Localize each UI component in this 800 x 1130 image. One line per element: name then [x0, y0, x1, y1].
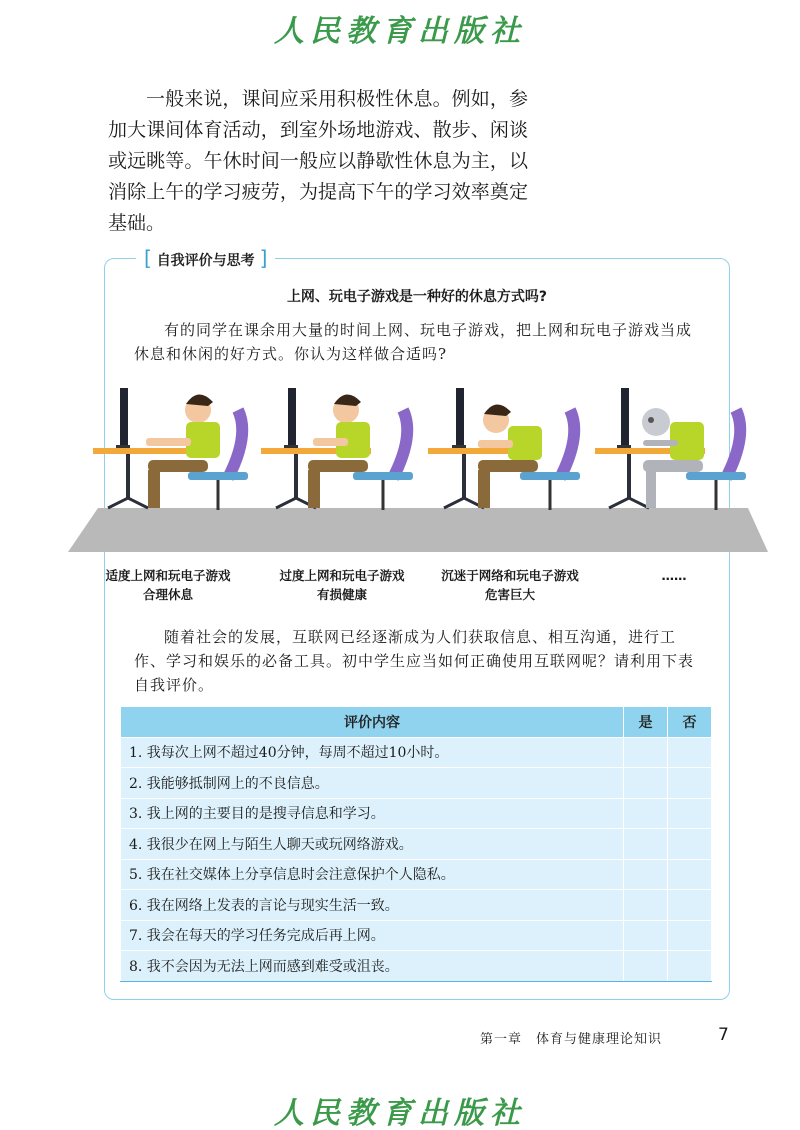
table-header-row	[121, 707, 712, 738]
table-row	[121, 829, 712, 860]
caption-1-line1: 适度上网和玩电子游戏	[105, 568, 231, 583]
caption-1	[88, 566, 248, 604]
row-text: 7. 我会在每天的学习任务完成后再上网。	[121, 920, 624, 951]
table-row	[121, 859, 712, 890]
question-title: 上网、玩电子游戏是一种好的休息方式吗?	[286, 289, 548, 305]
scene-3	[428, 388, 580, 510]
caption-2	[262, 566, 422, 604]
no-cell[interactable]	[668, 737, 712, 768]
yes-cell[interactable]	[624, 768, 668, 799]
caption-2-line2: 有损健康	[316, 587, 367, 602]
bracket-left-icon: [	[144, 246, 152, 270]
header-yes: 是	[624, 707, 668, 738]
floor	[68, 508, 768, 552]
internet-paragraph: 随着社会的发展，互联网已经逐渐成为人们获取信息、相互沟通，进行工作、学习和娱乐的必备工具。初中学生应当如何正确使用互联网呢？请利用下表自我评价。	[134, 628, 695, 694]
page-number: 7	[718, 1025, 729, 1045]
caption-1-line2: 合理休息	[142, 587, 193, 602]
caption-4-line1: ……	[661, 568, 687, 583]
row-text: 2. 我能够抵制网上的不良信息。	[121, 768, 624, 799]
caption-3	[430, 566, 590, 604]
row-text: 5. 我在社交媒体上分享信息时会注意保护个人隐私。	[121, 859, 624, 890]
yes-cell[interactable]	[624, 737, 668, 768]
yes-cell[interactable]	[624, 829, 668, 860]
no-cell[interactable]	[668, 920, 712, 951]
row-text: 3. 我上网的主要目的是搜寻信息和学习。	[121, 798, 624, 829]
header-no: 否	[668, 707, 712, 738]
no-cell[interactable]	[668, 890, 712, 921]
caption-2-line1: 过度上网和玩电子游戏	[279, 568, 405, 583]
yes-cell[interactable]	[624, 859, 668, 890]
question-paragraph: 有的同学在课余用大量的时间上网、玩电子游戏，把上网和玩电子游戏当成休息和休闲的好方式。你认为这样做合适吗?	[134, 321, 693, 363]
scene-2	[261, 388, 413, 510]
row-text: 4. 我很少在网上与陌生人聊天或玩网络游戏。	[121, 829, 624, 860]
table-row	[121, 737, 712, 768]
table-row	[121, 951, 712, 982]
table-row	[121, 798, 712, 829]
table-row	[121, 890, 712, 921]
bracket-right-icon: ]	[259, 246, 268, 270]
no-cell[interactable]	[668, 768, 712, 799]
table-row	[121, 920, 712, 951]
scene-4	[595, 388, 746, 510]
row-text: 6. 我在网络上发表的言论与现实生活一致。	[121, 890, 624, 921]
publisher-footer: 人民教育出版社	[274, 1096, 526, 1130]
no-cell[interactable]	[668, 951, 712, 982]
no-cell[interactable]	[668, 829, 712, 860]
yes-cell[interactable]	[624, 890, 668, 921]
row-text: 8. 我不会因为无法上网而感到难受或沮丧。	[121, 951, 624, 982]
caption-3-line2: 危害巨大	[484, 587, 535, 602]
yes-cell[interactable]	[624, 951, 668, 982]
evaluation-table	[120, 706, 712, 982]
intro-paragraph: 一般来说，课间应采用积极性休息。例如，参加大课间体育活动，到室外场地游戏、散步、闲谈或远眺等。午休时间一般应以静歇性休息为主，以消除上午的学习疲劳，为提高下午的学习效率奠定基础。	[108, 88, 528, 234]
no-cell[interactable]	[668, 859, 712, 890]
table-row	[121, 768, 712, 799]
scene-1	[93, 388, 248, 510]
yes-cell[interactable]	[624, 798, 668, 829]
yes-cell[interactable]	[624, 920, 668, 951]
no-cell[interactable]	[668, 798, 712, 829]
page-footer	[480, 1025, 740, 1047]
header-content: 评价内容	[121, 707, 624, 738]
caption-3-line1: 沉迷于网络和玩电子游戏	[441, 568, 579, 583]
caption-4	[594, 566, 754, 585]
box-heading	[136, 246, 275, 270]
publisher-header: 人民教育出版社	[274, 14, 526, 49]
row-text: 1. 我每次上网不超过40分钟，每周不超过10小时。	[121, 737, 624, 768]
chapter-title: 第一章 体育与健康理论知识	[480, 1032, 663, 1047]
box-heading-label: 自我评价与思考	[156, 253, 255, 269]
gaming-illustration	[68, 380, 768, 560]
